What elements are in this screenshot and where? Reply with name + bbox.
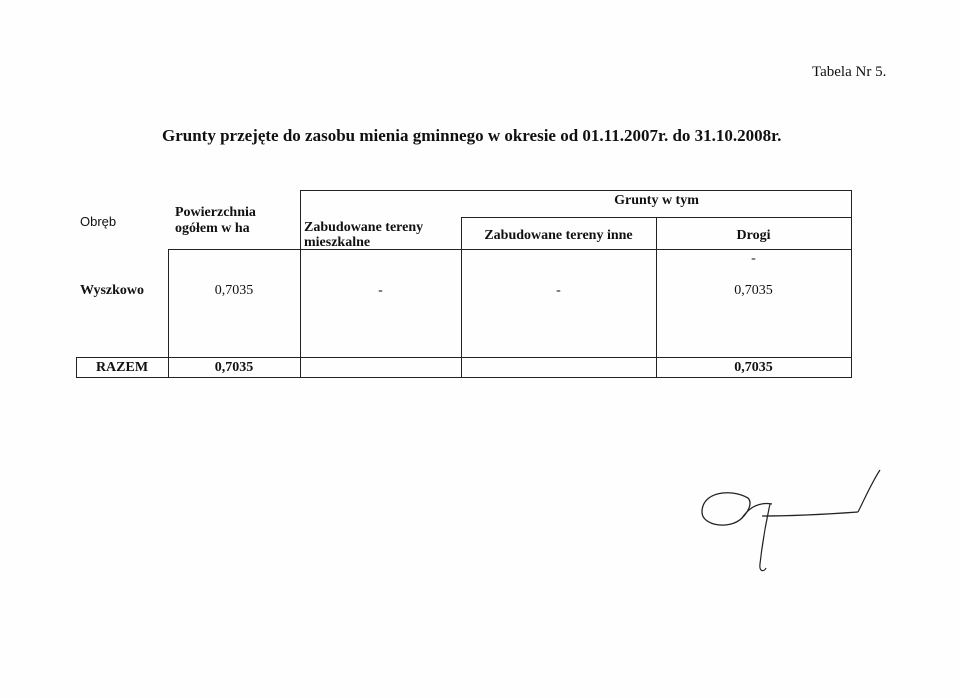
line-bottom (76, 377, 852, 378)
row-obreb: Wyszkowo (80, 283, 145, 298)
total-roads: 0,7035 (734, 360, 773, 375)
header-residential-line2: mieszkalne (304, 235, 371, 250)
line-header-bottom (168, 249, 852, 250)
total-area: 0,7035 (214, 360, 254, 375)
table-number: Tabela Nr 5. (812, 64, 887, 80)
line-top (300, 190, 852, 191)
row-other: - (556, 283, 561, 298)
total-label: RAZEM (95, 360, 149, 375)
signature (690, 460, 890, 580)
row-roads-top: - (751, 251, 756, 266)
header-residential-line1: Zabudowane tereny (304, 220, 424, 235)
document-title: Grunty przejęte do zasobu mienia gminnego w okresie od 01.11.2007r. do 31.10.2008r. (162, 126, 782, 145)
header-obreb: Obręb (80, 214, 117, 229)
header-other: Zabudowane tereny inne (484, 228, 633, 243)
line-total-top (76, 357, 852, 358)
row-area: 0,7035 (214, 283, 254, 298)
line-right (851, 190, 852, 378)
row-roads: 0,7035 (734, 283, 773, 298)
header-roads: Drogi (736, 228, 771, 243)
header-group: Grunty w tym (614, 193, 699, 208)
row-residential: - (378, 283, 383, 298)
header-area-line2: ogółem w ha (175, 221, 250, 236)
line-col1 (168, 249, 169, 378)
land-table (76, 190, 852, 378)
header-area-line1: Powierzchnia (175, 205, 256, 220)
